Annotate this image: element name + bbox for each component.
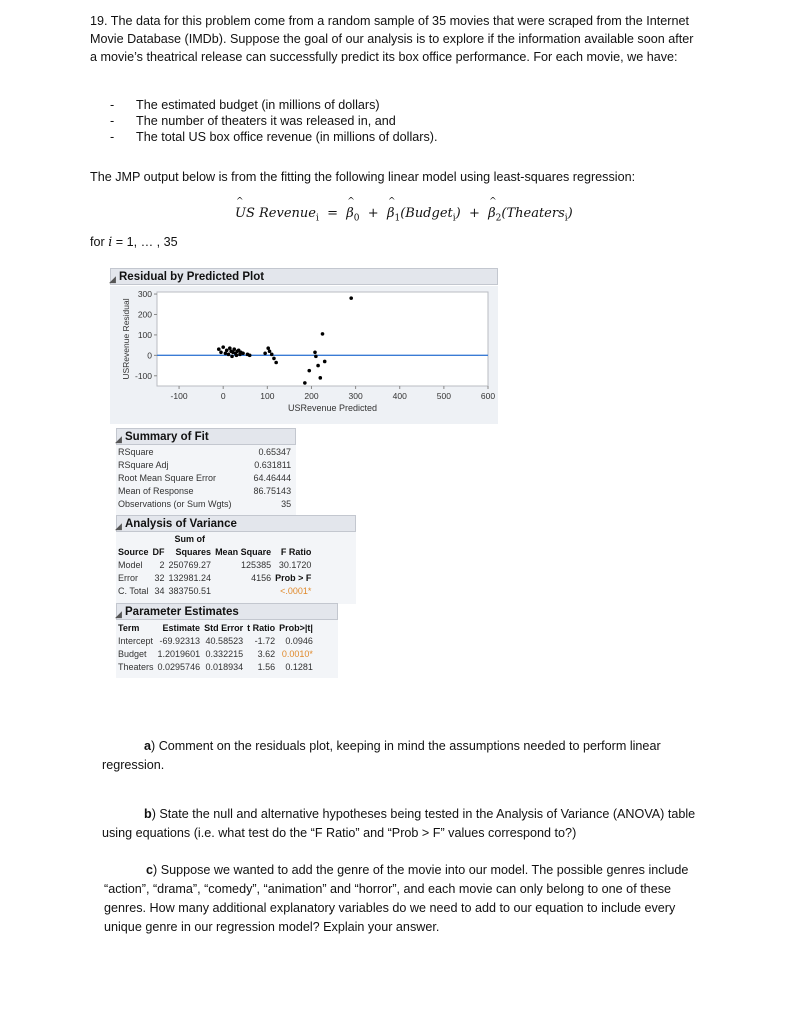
table-cell: Model [118,560,143,570]
question-b: b) State the null and alternative hypotheses being tested in the Analysis of Variance (ANOVA) table using equations (i.e. what test do the “F Ratio” and “Prob > F” values correspond to?) [102,807,696,840]
column-header: Term [118,623,140,633]
table-cell: 1.56 [257,662,276,672]
residual-point [268,349,272,353]
residual-point [248,354,252,358]
stat-value: 0.631811 [254,460,292,470]
residual-point [303,381,307,385]
residual-point [274,361,278,365]
x-tick-label: 200 [304,391,319,401]
y-axis-label: USRevenue Residual [121,298,131,380]
table-cell: 1.2019601 [157,649,201,659]
stat-label: Observations (or Sum Wgts) [118,499,232,509]
stat-value: 35 [281,499,292,509]
table-cell: 383750.51 [168,586,212,596]
residual-point [318,376,322,380]
residual-plot-header[interactable]: ◢ Residual by Predicted Plot [110,268,498,285]
residual-point [266,346,270,350]
budget-term: (Budget [400,206,453,221]
table-cell: 0.0946 [285,636,313,646]
column-header: t Ratio [247,623,276,633]
table-cell: 0.0295746 [157,662,201,672]
residual-point [272,357,276,361]
residual-point [323,360,327,364]
problem-intro: 19. The data for this problem come from a random sample of 35 movies that were scraped from the Internet Movie Database (IMDb). Suppose the goal of our analysis is to explore if the information available soon after a movie’s theatrical release can successfully predict its box office performance. For each movie, we have: [90,14,694,64]
list-item: - The total US box office revenue (in millions of dollars). [110,130,438,144]
residual-point [235,354,239,358]
stat-label: Root Mean Square Error [118,473,217,483]
y-tick-label: -100 [134,370,152,381]
column-header: DF [152,547,165,557]
residual-point [224,352,228,356]
jmp-intro: The JMP output below is from the fitting the following linear model using least-squares regression: [90,170,636,184]
table-row [118,585,315,598]
stat-value: 64.46444 [253,473,292,483]
x-tick-label: 400 [392,391,407,401]
parameter-estimates-header[interactable]: ◢ Parameter Estimates [116,603,338,620]
residual-plot [110,286,510,424]
summary-of-fit-table [118,446,295,511]
question-a: a) Comment on the residuals plot, keeping in mind the assumptions needed to perform linear regression. [102,739,661,772]
x-tick-label: 100 [260,391,275,401]
table-row [118,559,315,572]
table-row [118,472,295,485]
residual-point [321,332,325,336]
residual-point [316,364,320,368]
response-term: ^ US Revenue [235,206,316,221]
table-cell [215,585,275,598]
residual-point [307,369,311,373]
beta0: ^ β [346,206,354,221]
anova-header[interactable]: ◢ Analysis of Variance [116,515,356,532]
table-cell: 0.1281 [285,662,313,672]
plot-frame [157,292,488,386]
table-cell: 2 [159,560,165,570]
x-axis-label: USRevenue Predicted [287,403,378,413]
collapse-triangle-icon[interactable]: ◢ [115,609,122,619]
residual-point [241,352,245,356]
list-item: - The estimated budget (in millions of dollars) [110,98,380,112]
residual-point [230,355,234,359]
residual-point [228,346,232,350]
theaters-term: (Theaters [501,206,565,221]
question-c: c) Suppose we wanted to add the genre of the movie into our model. The possible genres include “action”, “drama”, “comedy”, “animation” and “horror”, and each movie can only belong to one of these genres. How many additional explanatory variables do we need to add to our equation to include every unique genre in our regression model? Explain your answer. [104,863,689,934]
list-item: - The number of theaters it was released in, and [110,114,396,128]
y-tick-label: 100 [137,329,152,340]
table-cell: <.0001* [280,586,312,596]
y-tick-label: 200 [137,309,152,320]
table-cell: 32 [154,573,165,583]
table-cell: -1.72 [254,636,276,646]
table-row [118,661,317,674]
residual-point [227,353,231,357]
residual-point [314,355,318,359]
table-cell: Intercept [118,636,154,646]
table-cell: Error [118,573,138,583]
x-tick-label: -100 [170,391,188,401]
residual-point [263,352,267,356]
column-header: Source [118,547,149,557]
column-header: Std Error [204,623,244,633]
index-range: for i = 1, … , 35 [90,234,178,249]
table-cell: 3.62 [257,649,276,659]
beta2: ^ β [488,206,496,221]
x-tick-label: 0 [220,391,226,401]
table-cell: -69.92313 [159,636,201,646]
parameter-estimates-table [118,622,317,674]
table-row [118,485,295,498]
residual-point [270,353,274,357]
beta1: ^ β [387,206,395,221]
collapse-triangle-icon[interactable]: ◢ [115,521,122,531]
table-cell: Prob > F [275,573,312,583]
column-header: Prob>|t| [279,623,313,633]
variable-list [110,97,437,145]
stat-value: 0.65347 [258,447,292,457]
table-cell: C. Total [118,586,149,596]
table-cell: 4156 [251,573,272,583]
stat-label: Mean of Response [118,486,194,496]
table-cell: 125385 [241,560,272,570]
table-row [118,648,317,661]
table-cell: 30.1720 [278,560,312,570]
column-header: Mean Square [215,547,272,557]
table-cell: 250769.27 [168,560,212,570]
column-header: Squares [175,547,212,557]
column-header: Estimate [162,623,201,633]
column-header: F Ratio [280,547,312,557]
collapse-triangle-icon[interactable]: ◢ [109,274,116,284]
x-tick-label: 300 [348,391,363,401]
anova-table: Sum of Source DF Squares Mean Square F Ratio Model 2 250769.27 125385 30.1720 Error 32 132981.24 4156 Prob > F C. Total 34 383750.51 <.0001* [118,533,315,598]
stat-value: 86.75143 [253,486,292,496]
table-cell: Budget [118,649,147,659]
y-tick-label: 0 [147,350,152,361]
collapse-triangle-icon[interactable]: ◢ [115,434,122,444]
table-cell: 132981.24 [168,573,212,583]
x-tick-label: 500 [436,391,451,401]
residual-point [232,347,236,351]
table-row [118,572,315,585]
residual-point [313,350,317,354]
table-cell: Theaters [118,662,154,672]
table-row [118,459,295,472]
table-cell: 0.0010* [281,649,313,659]
table-cell: 40.58523 [205,636,244,646]
summary-of-fit-header[interactable]: ◢ Summary of Fit [116,428,296,445]
table-row [118,446,295,459]
table-cell: 0.332215 [205,649,244,659]
table-cell: 34 [154,586,165,596]
stat-label: RSquare Adj [118,460,169,470]
x-tick-label: 600 [480,391,496,401]
stat-label: RSquare [118,447,154,457]
regression-equation: ^ US Revenue$_i$ = ^ $\beta_0$ + ^ $\beta_1(Budget_i)$ + ^ $\beta_2(Theaters_i)$ [235,206,573,224]
residual-point [349,296,353,300]
residual-point [225,348,229,352]
residual-point [217,347,221,351]
residual-point [221,345,225,349]
table-cell: 0.018934 [205,662,244,672]
residual-point [219,350,223,354]
table-row [118,635,317,648]
table-row [118,498,295,511]
y-tick-label: 300 [137,289,152,300]
